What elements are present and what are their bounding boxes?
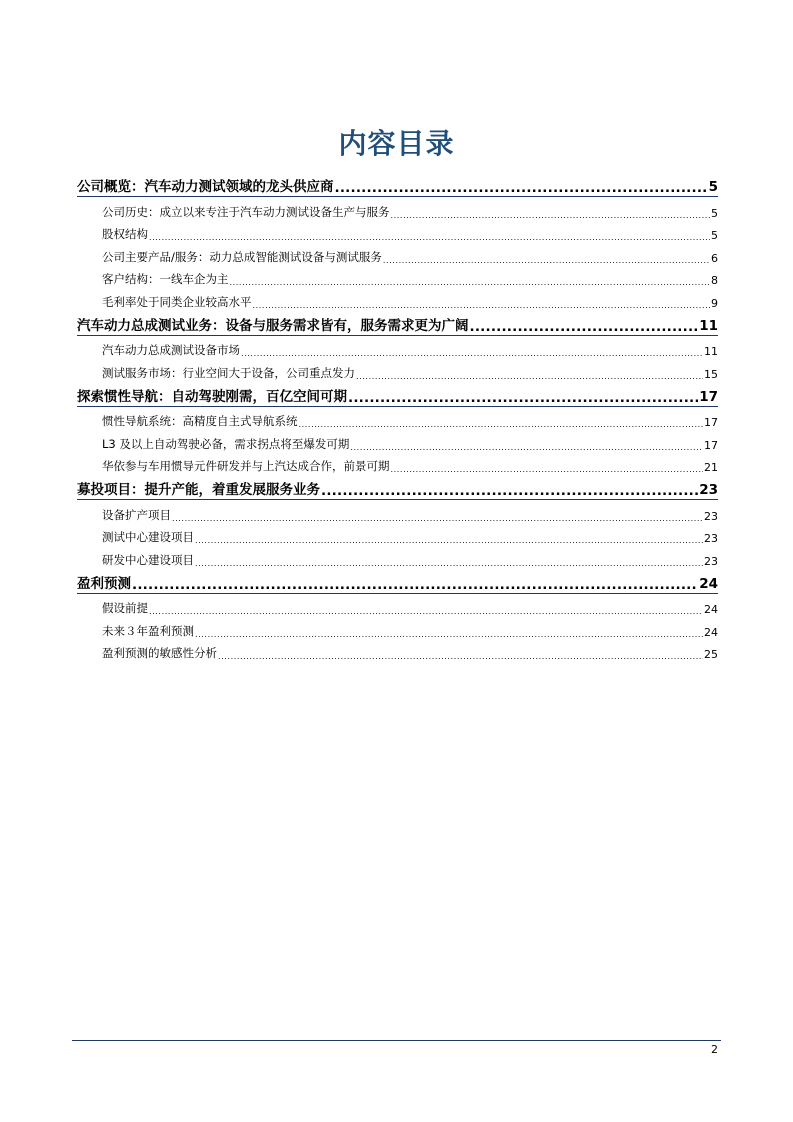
toc-entry-page: 25 bbox=[704, 648, 718, 661]
toc-entry-title: L3 及以上自动驾驶必备，需求拐点将至爆发可期 bbox=[102, 436, 350, 451]
toc-heading-title: 公司概览：汽车动力测试领域的龙头供应商 bbox=[77, 179, 334, 195]
toc-entry-page: 23 bbox=[704, 532, 718, 545]
toc-entry[interactable] bbox=[77, 429, 718, 452]
dot-leader bbox=[195, 627, 703, 639]
toc-entry-page: 21 bbox=[704, 461, 718, 474]
dot-leader bbox=[350, 440, 703, 452]
toc-heading-page: 23 bbox=[699, 482, 718, 498]
dot-leader bbox=[195, 534, 703, 546]
toc-entry-title: 盈利预测的敏感性分析 bbox=[102, 646, 217, 660]
dot-leader bbox=[391, 208, 711, 220]
dot-leader bbox=[253, 298, 711, 310]
toc-entry-page: 23 bbox=[704, 554, 718, 568]
toc-entry-page: 5 bbox=[711, 229, 718, 242]
toc-heading-title: 募投项目：提升产能，着重发展服务业务 bbox=[77, 482, 320, 498]
dot-leader bbox=[195, 556, 703, 568]
dot-leader bbox=[172, 511, 703, 523]
toc-entry-title: 设备扩产项目 bbox=[102, 507, 171, 522]
dot-leader bbox=[356, 369, 703, 381]
dot-leader bbox=[470, 320, 699, 334]
toc-section bbox=[77, 312, 718, 381]
toc-entry[interactable] bbox=[77, 452, 718, 475]
toc-heading[interactable] bbox=[77, 570, 718, 594]
toc-entry-page: 5 bbox=[711, 206, 718, 220]
toc-entry-page: 15 bbox=[704, 367, 718, 381]
page-number: 2 bbox=[711, 1043, 718, 1056]
toc-heading[interactable] bbox=[77, 312, 718, 336]
footer-divider bbox=[72, 1040, 721, 1041]
toc-entry-title: 测试服务市场：行业空间大于设备，公司重点发力 bbox=[102, 365, 355, 380]
dot-leader bbox=[321, 485, 698, 499]
toc-entry-title: 毛利率处于同类企业较高水平 bbox=[102, 294, 252, 309]
toc-entry[interactable] bbox=[77, 523, 718, 546]
toc-heading-title: 汽车动力总成测试业务：设备与服务需求皆有，服务需求更为广阔 bbox=[77, 317, 469, 334]
toc-heading-page: 24 bbox=[699, 575, 718, 592]
toc-entry-title: 测试中心建设项目 bbox=[102, 530, 194, 544]
toc-entry-page: 9 bbox=[711, 296, 718, 310]
toc-entry-page: 8 bbox=[711, 274, 718, 287]
toc-entry-title: 假设前提 bbox=[102, 601, 148, 615]
toc-entry-title: 客户结构：一线车企为主 bbox=[102, 272, 229, 286]
toc-entry-page: 17 bbox=[704, 438, 718, 452]
toc-heading[interactable] bbox=[77, 383, 718, 407]
toc-entry[interactable] bbox=[77, 616, 718, 639]
toc-entry-title: 汽车动力总成测试设备市场 bbox=[102, 343, 240, 357]
dot-leader bbox=[132, 578, 698, 592]
toc-heading-page: 11 bbox=[699, 317, 718, 334]
toc-heading-title: 探索惯性导航：自动驾驶刚需，百亿空间可期 bbox=[77, 388, 347, 405]
toc-entry[interactable] bbox=[77, 336, 718, 359]
dot-leader bbox=[218, 650, 703, 662]
toc-entry[interactable] bbox=[77, 197, 718, 220]
toc-entry-title: 未来３年盈利预测 bbox=[102, 623, 194, 638]
toc-section bbox=[77, 173, 718, 310]
dot-leader bbox=[391, 463, 704, 475]
toc-entry-page: 6 bbox=[711, 251, 718, 265]
dot-leader bbox=[230, 276, 711, 288]
toc-entry-page: 23 bbox=[704, 509, 718, 523]
dot-leader bbox=[149, 231, 710, 243]
toc-entry-page: 24 bbox=[704, 603, 718, 616]
dot-leader bbox=[241, 347, 703, 359]
toc-heading-page: 5 bbox=[708, 179, 718, 195]
toc-entry-page: 11 bbox=[704, 345, 718, 358]
dot-leader bbox=[383, 253, 710, 265]
toc-heading[interactable] bbox=[77, 476, 718, 500]
dot-leader bbox=[348, 391, 698, 405]
page-title: 内容目录 bbox=[338, 127, 455, 160]
toc-entry[interactable] bbox=[77, 407, 718, 430]
dot-leader bbox=[335, 182, 708, 196]
toc-entry[interactable] bbox=[77, 500, 718, 523]
toc-entry[interactable] bbox=[77, 545, 718, 568]
table-of-contents bbox=[77, 171, 718, 661]
toc-entry-title: 公司主要产品/服务：动力总成智能测试设备与测试服务 bbox=[102, 249, 382, 264]
toc-entry[interactable] bbox=[77, 220, 718, 243]
toc-entry-title: 股权结构 bbox=[102, 227, 148, 241]
toc-entry[interactable] bbox=[77, 242, 718, 265]
dot-leader bbox=[299, 418, 704, 430]
toc-section bbox=[77, 476, 718, 568]
toc-section bbox=[77, 570, 718, 662]
toc-entry[interactable] bbox=[77, 639, 718, 662]
toc-entry[interactable] bbox=[77, 287, 718, 310]
toc-entry-title: 华依参与车用惯导元件研发并与上汽达成合作，前景可期 bbox=[102, 459, 390, 473]
toc-heading-page: 17 bbox=[699, 388, 718, 405]
toc-heading-title: 盈利预测 bbox=[77, 575, 131, 592]
toc-section bbox=[77, 383, 718, 475]
dot-leader bbox=[149, 605, 703, 617]
toc-entry-title: 研发中心建设项目 bbox=[102, 552, 194, 567]
toc-entry-page: 24 bbox=[704, 625, 718, 639]
toc-entry-page: 17 bbox=[704, 416, 718, 429]
toc-entry-title: 公司历史：成立以来专注于汽车动力测试设备生产与服务 bbox=[102, 204, 390, 219]
toc-entry[interactable] bbox=[77, 358, 718, 381]
toc-entry[interactable] bbox=[77, 265, 718, 288]
toc-entry[interactable] bbox=[77, 594, 718, 617]
toc-entry-title: 惯性导航系统：高精度自主式导航系统 bbox=[102, 414, 298, 428]
toc-heading[interactable] bbox=[77, 173, 718, 197]
